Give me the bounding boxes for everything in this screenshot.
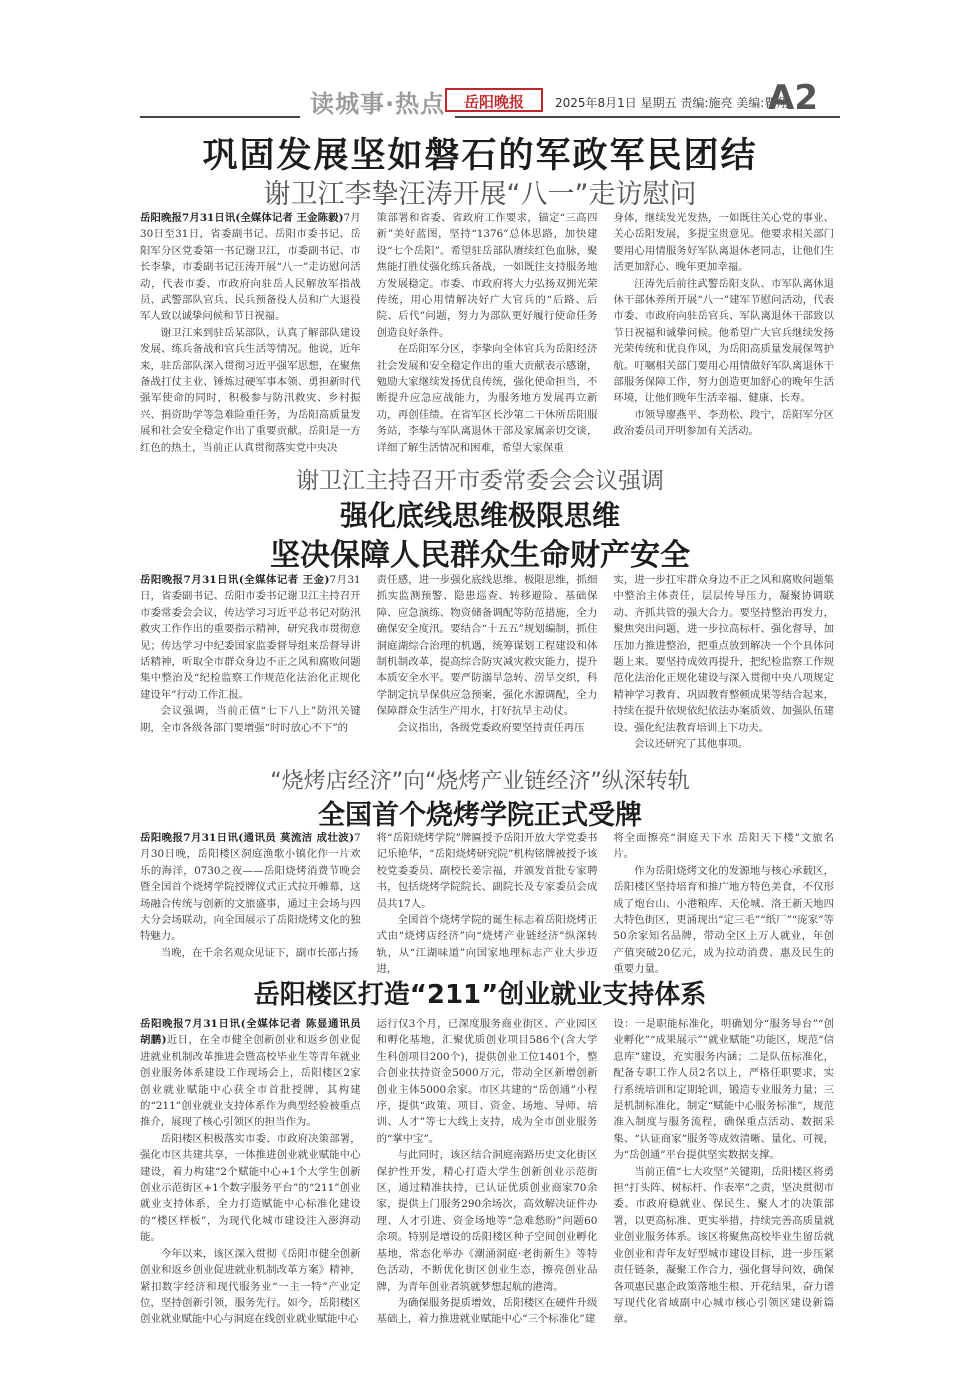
page-number: A2 — [768, 78, 818, 118]
article1-paragraph: 策部署和省委、省政府工作要求，锚定“三高四新”美好蓝图，坚持“1376”总体思路，加快建设“七个岳阳”。希望驻岳部队赓续红色血脉，聚焦能打胜仗强化练兵备战，一如既往支持服务地方发展稳定。市委、市政府将大力弘扬双拥光荣传统，用心用情解决好广大官兵的“后路、后院、后代”问题，努力为部队更好履行使命任务创造良好条件。 — [376, 212, 598, 339]
article2-byline: 岳阳晚报7月31日讯(全媒体记者 王金) — [140, 574, 330, 586]
article3-byline: 岳阳晚报7月31日讯(通讯员 莫流洁 成壮波) — [140, 832, 355, 844]
article4-paragraph: 今年以来，该区深入贯彻《岳阳市健全创新创业和返乡创业促进就业机制改革方案》精神，紧扣数字经济和现代服务业“一主一特”产业定位，坚持创新引领，服务先行。如今，岳阳楼区创业就业赋能中心与洞庭在线创业就业赋能中心 — [140, 1247, 361, 1326]
article4-paragraph: 运行仅3个月，已深度服务商业街区、产业园区和孵化基地，汇聚优质创业项目586个(含大学生科创项目200个)，提供创业工位1401个，整合创业扶持资金5000万元，带动全区新增创新创业主体5000余家。市区共建的“岳创通”小程序，提供“政策、项目、资金、场地、导师、培训、人才”等七大线上支持，成为全市创业服务的“掌中宝”。 — [376, 1018, 598, 1145]
article1-subtitle: 谢卫江李挚汪涛开展“八一”走访慰问 — [263, 179, 697, 210]
article2-kicker: 谢卫江主持召开市委常委会会议强调 — [296, 468, 664, 494]
article1-paragraph: 身体，继续发光发热，一如既往关心党的事业、关心岳阳发展，多提宝贵意见。他要求相关部门要用心用情服务好军队离退休老同志，让他们生活更加舒心、晚年更加幸福。 — [613, 212, 835, 274]
article1-paragraph: 谢卫江来到驻岳某部队，认真了解部队建设发展、练兵备战和官兵生活等情况。他说，近年来，驻岳部队深入贯彻习近平强军思想，在聚焦备战打仗主业、锤炼过硬军事本领、勇担新时代强军使命的同时，积极参与防汛救灾、乡村振兴、捐资助学等急难险重任务，为岳阳高质量发展和社会安全稳定作出了重要贡献。岳阳是一方红色的热土，当前正认真贯彻落实党中央决 — [140, 326, 361, 454]
article2-paragraph: 7月31日，省委副书记、岳阳市委书记谢卫江主持召开市委常委会会议，传达学习习近平总书记对防汛救灾工作作出的重要指示精神，研究我市贯彻意见；传达学习中纪委国家监委督导组来岳督导讲话精神，听取全市群众身边不正之风和腐败问题集中整治及“纪检监察工作规范化法治化正规化建设年”行动工作汇报。 — [140, 574, 361, 701]
article2-col1 — [140, 572, 361, 747]
article4-col2 — [376, 1016, 598, 1326]
article1-paragraph: 在岳阳军分区，李挚向全体官兵为岳阳经济社会发展和安全稳定作出的重大贡献表示感谢，勉励大家继续发扬优良传统，强化使命担当，不断提升应急应战能力，为服务地方发展再立新功，再创佳绩。在省军区长沙第二干休所岳阳服务站，李挚与军队离退休干部及家属亲切交谈，详细了解生活情况和困难，希望大家保重 — [376, 343, 598, 454]
article2-col3 — [613, 572, 835, 751]
article1-col1 — [140, 210, 361, 454]
article2-paragraph: 会议还研究了其他事项。 — [634, 738, 749, 751]
article4-body — [140, 1016, 835, 1326]
article3-paragraph: 作为岳阳烧烤文化的发源地与核心承载区，岳阳楼区坚持培育和推广地方特色美食，不仅形成了炮台山、小港粮库、天伦城、洛王新天地四大特色街区，更涌现出“定三毛”“纸厂”“庞家”等50余家知名品牌，带动全区上万人就业，年创产值突破20亿元，成为拉动消费、惠及民生的重要力量。 — [613, 864, 835, 976]
article3-paragraph: 将“岳阳烧烤学院”牌匾授予岳阳开放大学党委书记乐艳华，“岳阳烧烤研究院”机构铭牌被授予该校党委委员、副校长姜宗福，并颁发首批专家聘书，包括烧烤学院院长、副院长及专家委员会成员共17人。 — [376, 832, 598, 910]
article3-title: 全国首个烧烤学院正式受牌 — [318, 800, 642, 831]
article1-paragraph: 汪涛先后前往武警岳阳支队、市军队离休退休干部休养所开展“八一”建军节慰问活动，代表市委、市政府向驻岳官兵、军队离退休干部致以节日祝福和诚挚问候。他希望广大官兵继续发扬光荣传统和优良作风，为岳阳高质量发展保驾护航。叮嘱相关部门要用心用情做好军队离退休干部服务保障工作，努力创造更加舒心的晚年生活环境，让他们晚年生活幸福、健康、长寿。 — [613, 277, 835, 405]
article2-body — [140, 572, 835, 751]
paper-logo: 岳阳晚报 — [445, 88, 543, 112]
article3-col1 — [140, 830, 361, 958]
article3-paragraph: 当晚，在千余名观众见证下，副市长邵占扬 — [160, 946, 359, 959]
article4-col3 — [613, 1016, 835, 1326]
article4-paragraph: 近日，在全市健全创新创业和返乡创业促进就业机制改革推进会暨高校毕业生等青年就业创业服务体系建设工作现场会上，岳阳楼区2家创业就业赋能中心获全市首批授牌，其构建的“211”创业就业支持体系作为典型经验被重点推介，展现了核心引领区的担当作为。 — [140, 1034, 361, 1129]
article2-paragraph: 会议指出，各级党委政府要坚持责任再压 — [397, 721, 585, 734]
article4-paragraph: 当前正值“七大攻坚”关键期，岳阳楼区将勇担“打头阵、树标杆、作表率”之责，坚决贯彻市委、市政府稳就业、保民生、聚人才的决策部署，以更高标准、更实举措，持续完善高质量就业创业服务体系。该区将聚焦高校毕业生留岳就业创业和青年友好型城市建设目标，进一步压紧责任链条，凝聚工作合力，强化督导问效，确保各项惠民惠企政策落地生根、开花结果，奋力谱写现代化省域副中心城市核心引领区建设新篇章。 — [613, 1165, 835, 1326]
article4-col1 — [140, 1016, 361, 1326]
article3-col2 — [376, 830, 598, 976]
section-tag: 读城事·热点 — [300, 84, 455, 123]
article2-paragraph: 责任感，进一步强化底线思维、极限思维，抓细抓实监测预警、隐患巡查、转移避险、基础保障、应急演练、物资储备调配等防范措施，全力确保安全度汛。要结合“十五五”规划编制，抓住洞庭湖综合治理的机遇，统筹谋划工程建设和体制机制改革，提高综合防灾减灾救灾能力，提升本质安全水平。要严防溺旱急转、涝旱交织，科学制定抗旱保供应急预案，强化水源调配，全力保障群众生活生产用水，打好抗旱主动仗。 — [376, 574, 598, 718]
article3-kicker: “烧烤店经济”向“烧烤产业链经济”纵深转轨 — [270, 769, 690, 794]
article1-paragraph: 市领导廖燕平、李劲松、段宁，岳阳军分区政治委员司开明参加有关活动。 — [613, 408, 835, 438]
masthead — [140, 78, 840, 122]
article2-title-line1: 强化底线思维极限思维 — [339, 499, 620, 532]
article4-byline: 岳阳晚报7月31日讯(全媒体记者 陈显通讯员 胡鹏) — [140, 1018, 361, 1047]
article4-paragraph: 与此同时，该区结合洞庭南路历史文化街区保护性开发，精心打造大学生创新创业示范街区，通过精准扶持，已认证优质创业商家70余家，提供上门服务290余场次，高效解决证件办理、人才引进、资金场地等“急难愁盼”问题60余项。特别是增设的岳阳楼区种子空间创业孵化基地，常态化举办《潮涌洞庭·老街新生》等特色活动，不断优化街区创业生态，擦亮创业品牌，为青年创业者筑就梦想起航的港湾。 — [376, 1149, 598, 1293]
article3-paragraph: 全国首个烧烤学院的诞生标志着岳阳烧烤正式由“烧烤店经济”向“烧烤产业链经济”纵深转轨，从“江湖味道”向国家地理标志产业大步迈进， — [376, 914, 598, 976]
article3-paragraph: 将全面擦亮“洞庭天下水 岳阳天下楼”文旅名片。 — [613, 832, 835, 861]
article1-byline: 岳阳晚报7月31日讯(全媒体记者 王金陈毅) — [140, 212, 344, 224]
dateline: 2025年8月1日 星期五 责编:施亮 美编:瞿翔 — [555, 96, 789, 110]
article3-paragraph: 7月30日晚，岳阳楼区洞庭渔歌小镇化作一片欢乐的海洋，0730之夜——岳阳烧烤消费节晚会暨全国首个烧烤学院授牌仪式正式拉开帷幕，这场融合传统与创新的文旅盛事，通过主会场与四大分会场联动，向全国展示了岳阳烧烤文化的独特魅力。 — [140, 832, 361, 943]
article1-paragraph: 7月30日至31日，省委副书记、岳阳市委书记、岳阳军分区党委第一书记谢卫江，市委副书记、市长李挚，市委副书记汪涛开展“八一”走访慰问活动，代表市委、市政府向驻岳人民解放军指战员、武警部队官兵、民兵预备役人员和广大退役军人致以诚挚问候和节日祝福。 — [140, 212, 361, 323]
article1-title: 巩固发展坚如磐石的军政军民团结 — [202, 136, 758, 176]
article3-body — [140, 830, 835, 976]
article4-paragraph: 设：一是职能标准化，明确划分“服务导台”“创业孵化”“成果展示”“就业赋能”功能区，规范“信息库”建设，充实服务内涵；二是队伍标准化，配备专职工作人员2名以上，严格任职要求，实行系统培训和定期轮训，锻造专业服务力量；三是机制标准化，制定“赋能中心服务标准”，规范准入制度与服务流程，确保重点活动、数据采集、“认证商家”服务等成效清晰、量化、可视，为“岳创通”平台提供坚实数据支撑。 — [613, 1018, 835, 1162]
article4-paragraph: 为确保服务提质增效，岳阳楼区在硬件升级基础上，着力推进就业赋能中心“三个标准化”建 — [376, 1296, 598, 1326]
article4-title: 岳阳楼区打造“211”创业就业支持体系 — [253, 980, 707, 1010]
article2-paragraph: 会议强调，当前正值“七下八上”防汛关键期，全市各级各部门要增强“时时放心不下”的 — [140, 705, 361, 734]
article3-col3 — [613, 830, 835, 976]
article2-col2 — [377, 572, 598, 747]
masthead-rule — [140, 116, 840, 118]
article1-col2 — [376, 210, 598, 454]
article2-title-line2: 坚决保障人民群众生命财产安全 — [270, 538, 690, 573]
article2-paragraph: 实，进一步扛牢群众身边不正之风和腐败问题集中整治主体责任，层层传导压力，凝聚协调联动、齐抓共管的强大合力。要坚持整治再发力，聚焦突出问题，进一步拉高标杆、强化督导，加压加力推进整治，把重点放到解决一个个具体问题上来。要坚持成效再提升，把纪检监察工作规范化法治化正规化建设与深入贯彻中央八项规定精神学习教育、巩固教育整顿成果等结合起来，持续在提升依规依纪依法办案质效、加强队伍建设、强化纪法教育培训上下功夫。 — [613, 574, 835, 734]
article1-col3 — [613, 210, 834, 450]
article4-paragraph: 岳阳楼区积极落实市委、市政府决策部署，强化市区共建共享，一体推进创业就业赋能中心建设，着力构建“2个赋能中心+1个大学生创新创业示范街区+1个数字服务平台”的“211”创业就业支持体系，全力打造赋能中心标准化建设的“楼区样板”，为现代化城市建设注入澎湃动能。 — [140, 1132, 361, 1244]
article1-body — [140, 210, 835, 454]
